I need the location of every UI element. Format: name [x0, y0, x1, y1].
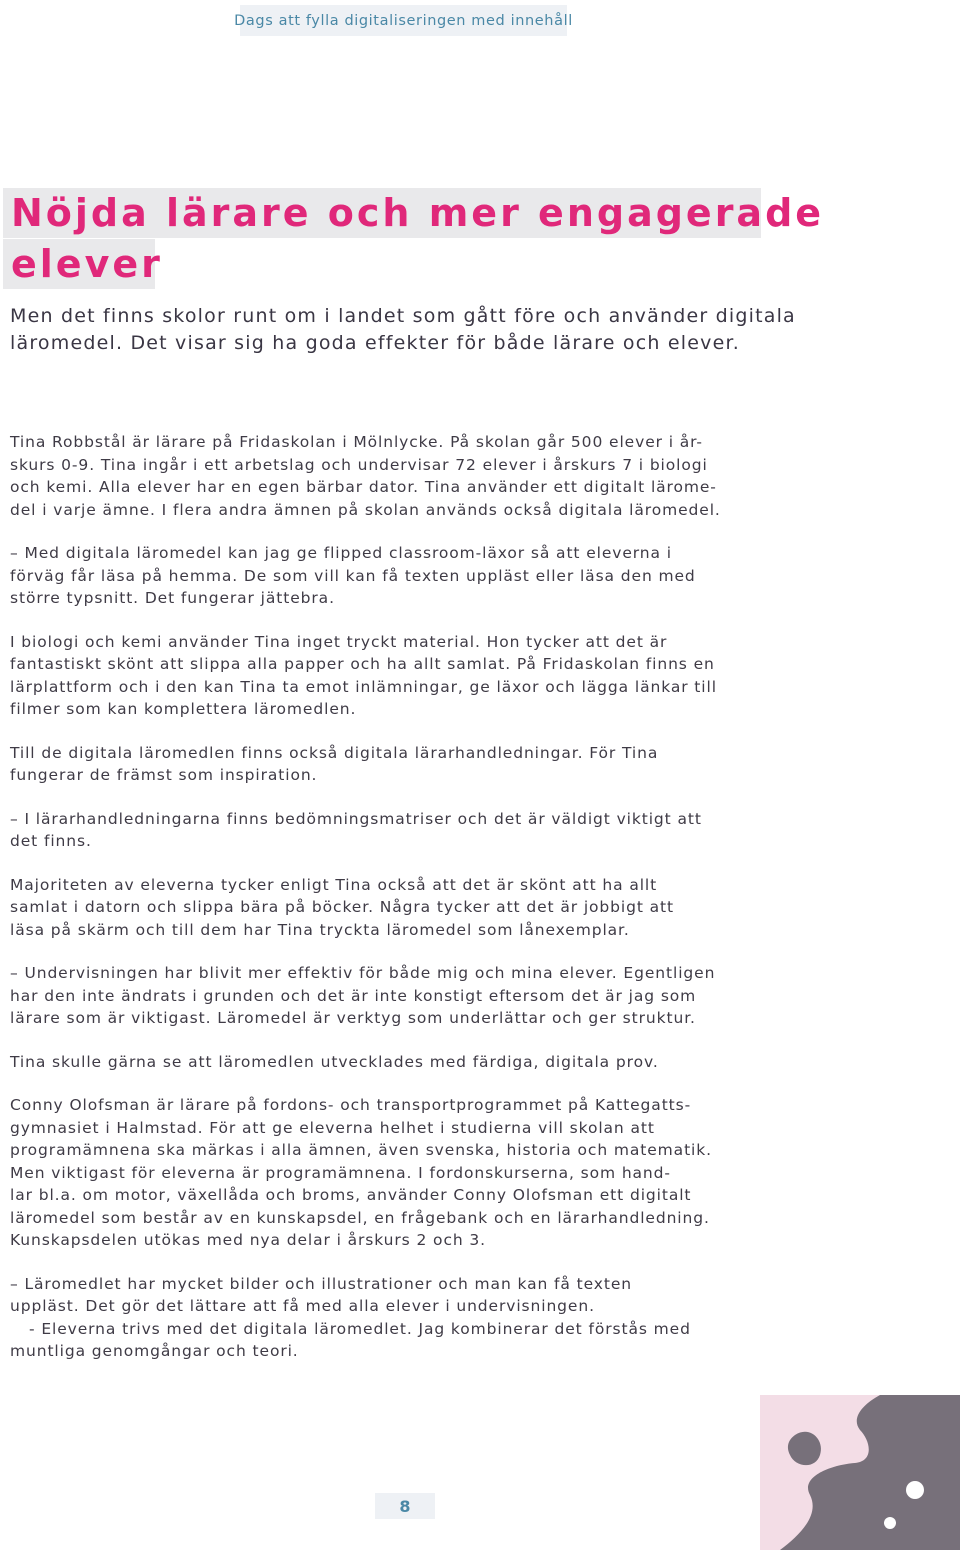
body-line: Men viktigast för eleverna är programämnena. I fordonskurserna, som hand-: [10, 1163, 671, 1182]
body-paragraph: [10, 431, 810, 521]
body-line: Majoriteten av eleverna tycker enligt Tina också att det är skönt att ha allt: [10, 875, 658, 894]
body-line: I biologi och kemi använder Tina inget tryckt material. Hon tycker att det är: [10, 632, 668, 651]
article-title-line-1: Nöjda lärare och mer engagerade: [3, 188, 761, 238]
body-line: samlat i datorn och slippa bära på böcker. Några tycker att det är jobbigt att: [10, 898, 675, 916]
body-line: Kunskapsdelen utökas med nya delar i årskurs 2 och 3.: [10, 1231, 487, 1249]
article-body: [10, 431, 810, 1384]
body-line: muntliga genomgångar och teori.: [10, 1342, 299, 1360]
body-line: lärplattform och i den kan Tina ta emot inlämningar, ge läxor och lägga länkar till: [10, 677, 717, 696]
lead-line: Men det finns skolor runt om i landet som gått före och använder digitala: [10, 305, 796, 327]
body-line: och kemi. Alla elever har en egen bärbar dator. Tina använder ett digitalt lärome-: [10, 478, 717, 496]
body-paragraph: [10, 1094, 810, 1252]
body-paragraph: [10, 808, 810, 853]
body-line: del i varje ämne. I flera andra ämnen på skolan används också digitala läromedel.: [10, 500, 721, 519]
body-line: lärare som är viktigast. Läromedel är verktyg som underlättar och ger struktur.: [10, 1009, 696, 1027]
body-line: fungerar de främst som inspiration.: [10, 766, 318, 784]
body-line: programämnena ska märkas i alla ämnen, även svenska, historia och matematik.: [10, 1141, 712, 1159]
page-number: [375, 1493, 435, 1519]
body-line: - Eleverna trivs med det digitala läromedlet. Jag kombinerar det förstås med: [29, 1319, 691, 1338]
running-header-title: Dags att fylla digitaliseringen med innehåll: [234, 12, 573, 29]
body-line: – Med digitala läromedel kan jag ge flipped classroom-läxor så att eleverna i: [10, 544, 672, 562]
body-paragraph: [10, 742, 810, 787]
body-line: Tina skulle gärna se att läromedlen utvecklades med färdiga, digitala prov.: [10, 1052, 659, 1071]
lead-line: läromedel. Det visar sig ha goda effekter för både lärare och elever.: [10, 332, 740, 354]
body-paragraph: [10, 542, 810, 610]
body-line: skurs 0-9. Tina ingår i ett arbetslag och undervisar 72 elever i årskurs 7 i biologi: [10, 455, 708, 474]
lead-paragraph: [10, 303, 910, 357]
body-line: det finns.: [10, 832, 92, 850]
body-line: lar bl.a. om motor, växellåda och broms, använder Conny Olofsman ett digitalt: [10, 1186, 692, 1204]
body-line: – I lärarhandledningarna finns bedömningsmatriser och det är väldigt viktigt att: [10, 809, 702, 828]
body-line: har den inte ändrats i grunden och det är inte konstigt eftersom det är jag som: [10, 986, 697, 1005]
body-paragraph: [10, 962, 810, 1030]
body-line: – Undervisningen har blivit mer effektiv för både mig och mina elever. Egentligen: [10, 964, 716, 982]
body-line: läromedel som består av en kunskapsdel, en frågebank och en lärarhandledning.: [10, 1208, 710, 1227]
body-line: Tina Robbstål är lärare på Fridaskolan i Mölnlycke. På skolan går 500 elever i år-: [10, 433, 703, 451]
blob-spot: [884, 1517, 896, 1529]
body-line: större typsnitt. Det fungerar jättebra.: [10, 589, 335, 607]
body-paragraph: [10, 1273, 810, 1363]
body-line: filmer som kan komplettera läromedlen.: [10, 700, 357, 718]
body-line: Conny Olofsman är lärare på fordons- och transportprogrammet på Kattegatts-: [10, 1096, 692, 1114]
body-paragraph: [10, 631, 810, 721]
body-line: läsa på skärm och till dem har Tina tryckta läromedel som lånexemplar.: [10, 920, 630, 939]
running-header: [234, 5, 573, 36]
body-line: gymnasiet i Halmstad. För att ge eleverna helhet i studierna vill skolan att: [10, 1118, 655, 1137]
body-line: uppläst. Det gör det lättare att få med alla elever i undervisningen.: [10, 1297, 595, 1315]
body-line: – Läromedlet har mycket bilder och illustrationer och man kan få texten: [10, 1274, 632, 1293]
blob-spot: [906, 1481, 924, 1499]
page-number-label: 8: [399, 1496, 411, 1516]
body-line: fantastiskt skönt att slippa alla papper och ha allt samlat. På Fridaskolan finns en: [10, 655, 715, 673]
body-line: förväg får läsa på hemma. De som vill kan få texten uppläst eller läsa den med: [10, 566, 696, 585]
body-paragraph: [10, 1051, 810, 1074]
body-paragraph: [10, 874, 810, 942]
article-title-line-2: elever: [3, 239, 155, 289]
body-line: Till de digitala läromedlen finns också digitala lärarhandledningar. För Tina: [10, 743, 659, 762]
decorative-blob-image: [740, 1395, 960, 1550]
